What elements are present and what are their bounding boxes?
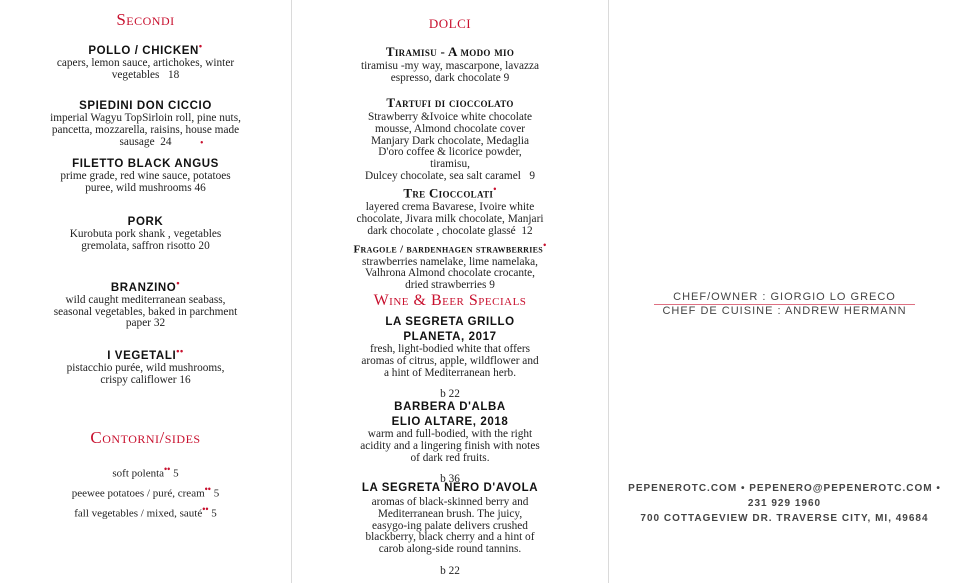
- item-name: FILETTO BLACK ANGUS: [72, 158, 219, 170]
- wine-name: LA SEGRETA GRILLO: [385, 316, 515, 328]
- menu-item: [0, 216, 291, 253]
- item-name: POLLO / CHICKEN•: [88, 41, 203, 57]
- side-item: peewee potatoes / puré, cream•• 5: [71, 484, 220, 500]
- contorni-heading: Contorni/sides: [90, 428, 201, 447]
- item-description: strawberries namelake, lime namelaka, Valhrona Almond chocolate crocante, dried strawberries 9: [362, 255, 538, 292]
- desc-line: Dulcey chocolate, sea salt caramel 9: [364, 169, 536, 182]
- item-name: Tartufi di cioccolato: [386, 95, 514, 110]
- info-column: [609, 0, 960, 583]
- item-description: prime grade, red wine sauce, potatoes puree, wild mushrooms 46: [60, 170, 231, 194]
- wine-price: b 36: [440, 473, 460, 486]
- wine-description: fresh, light-bodied white that offers aromas of citrus, apple, wildflower and a hint of Mediterranean herb.: [361, 343, 539, 379]
- wine-description: aromas of black-skinned berry and Mediterranean brush. The juicy, easygo-ing palate delivers crushed blackberry, black cherry and a hint of carob along-side round tannins.: [365, 496, 535, 556]
- secondi-column: [0, 0, 291, 583]
- wine-price: b 22: [440, 388, 460, 401]
- menu-item: [0, 346, 291, 386]
- item-name: SPIEDINI DON CICCIO: [79, 100, 212, 112]
- menu-item: [0, 41, 291, 81]
- wine-producer: PLANETA, 2017: [403, 331, 497, 343]
- wine-price: b 22: [440, 564, 460, 577]
- wine-name: BARBERA D'ALBA: [394, 401, 506, 413]
- red-dot-mark: •: [200, 138, 204, 149]
- web-email: PEPENEROTC.COM • PEPENERO@PEPENEROTC.COM •: [628, 483, 941, 494]
- phone-number: 231 929 1960: [747, 498, 822, 509]
- desc-line: mousse, Almond chocolate cover: [375, 122, 525, 135]
- item-name: PORK: [127, 216, 164, 228]
- side-item: soft polenta•• 5: [112, 464, 179, 480]
- menu-item: [0, 278, 291, 330]
- item-description: Kurobuta pork shank , vegetables gremolata, saffron risotto 20: [69, 228, 222, 252]
- dolci-column: [292, 0, 608, 583]
- wine-heading: Wine & Beer Specials: [373, 292, 527, 309]
- item-description: [350, 112, 550, 183]
- chef-owner: CHEF/OWNER : GIORGIO LO GRECO: [673, 291, 896, 303]
- menu-item: [0, 158, 291, 195]
- wine-name: LA SEGRETA NERO D'AVOLA: [361, 482, 539, 494]
- desc-line: Manjary Dark chocolate, Medaglia: [370, 134, 530, 147]
- wine-item: [292, 482, 608, 578]
- desc-line: tiramisu,: [430, 158, 470, 171]
- item-description: tiramisu -my way, mascarpone, lavazza espresso, dark chocolate 9: [360, 60, 540, 84]
- item-description: imperial Wagyu TopSirloin roll, pine nuts, pancetta, mozzarella, raisins, house made sausage 24: [50, 112, 241, 148]
- menu-item: [0, 100, 291, 148]
- item-description: capers, lemon sauce, artichokes, winter vegetables 18: [56, 56, 235, 81]
- item-description: wild caught mediterranean seabass, seasonal vegetables, baked in parchment paper 32: [53, 293, 238, 330]
- address: 700 COTTAGEVIEW DR. TRAVERSE CITY, MI, 49684: [640, 513, 929, 524]
- side-item: fall vegetables / mixed, sauté•• 5: [74, 504, 217, 520]
- wine-item: [292, 316, 608, 401]
- chef-de-cuisine: CHEF DE CUISINE : ANDREW HERMANN: [662, 305, 907, 317]
- item-description: pistacchio purée, wild mushrooms, crispy califlower 16: [66, 361, 225, 386]
- wine-description: warm and full-bodied, with the right acidity and a lingering finish with notes of dark red fruits.: [360, 428, 540, 464]
- item-name: BRANZINO•: [110, 278, 181, 294]
- dolci-heading: dolci: [428, 12, 472, 32]
- menu-item: [292, 184, 608, 238]
- wine-item: [292, 401, 608, 486]
- item-name: Fragole / bardenhagen strawberries•: [353, 240, 547, 256]
- desc-line: Strawberry &Ivoice white chocolate: [367, 111, 533, 123]
- desc-line: D'oro coffee & licorice powder,: [378, 146, 522, 159]
- menu-item: [292, 44, 608, 85]
- menu-item: [292, 95, 608, 183]
- wine-producer: ELIO ALTARE, 2018: [391, 416, 509, 428]
- item-name: I VEGETALI••: [107, 346, 184, 362]
- item-name: Tiramisu - A modo mio: [385, 44, 515, 59]
- secondi-heading: Secondi: [116, 10, 175, 29]
- menu-item: [292, 240, 608, 292]
- item-name: Tre Cioccolati•: [403, 184, 497, 201]
- item-description: layered crema Bavarese, Ivoire white chocolate, Jivara milk chocolate, Manjari dark chocolate , chocolate glassé 12: [356, 201, 544, 237]
